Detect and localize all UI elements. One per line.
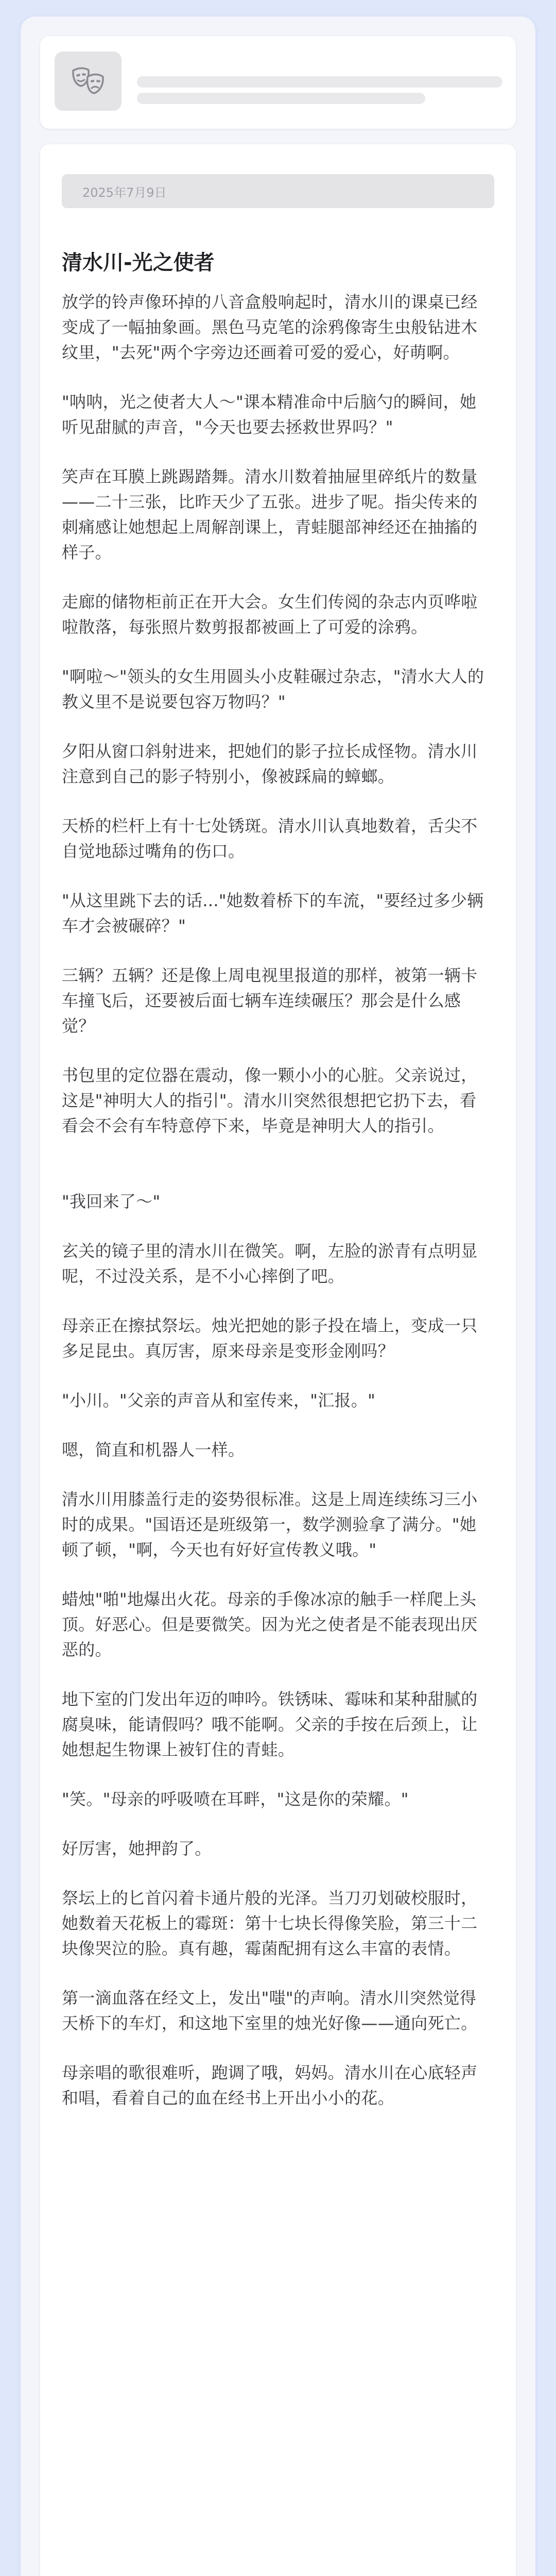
- paragraph: 三辆？五辆？还是像上周电视里报道的那样，被第一辆卡车撞飞后，还要被后面七辆车连续碾压？那会是什么感觉？: [62, 965, 478, 1036]
- paragraph: "啊啦～"领头的女生用圆头小皮鞋碾过杂志，"清水大人的教义里不是说要包容万物吗？": [62, 667, 484, 711]
- paragraph: 嗯，简直和机器人一样。: [62, 1440, 245, 1460]
- post-body: [62, 290, 492, 2135]
- post-card: [40, 144, 516, 2576]
- paragraph: "小川。"父亲的声音从和室传来，"汇报。": [62, 1391, 376, 1410]
- paragraph: 笑声在耳膜上跳踢踏舞。清水川数着抽屉里碎纸片的数量——二十三张，比昨天少了五张。进步了呢。指尖传来的刺痛感让她想起上周解剖课上，青蛙腿部神经还在抽搐的样子。: [62, 467, 478, 562]
- paragraph: "我回来了～": [62, 1192, 161, 1211]
- paragraph: "笑。"母亲的呼吸喷在耳畔，"这是你的荣耀。": [62, 1789, 409, 1809]
- paragraph: "呐呐，光之使者大人～"课本精准命中后脑勺的瞬间，她听见甜腻的声音，"今天也要去拯救世界吗？": [62, 392, 477, 437]
- paragraph: 母亲唱的歌很难听，跑调了哦，妈妈。清水川在心底轻声和唱，看着自己的血在经书上开出小小的花。: [62, 2063, 478, 2108]
- paragraph: 好厉害，她押韵了。: [62, 1839, 212, 1858]
- paragraph: 地下室的门发出年迈的呻吟。铁锈味、霉味和某种甜腻的腐臭味，能请假吗？哦不能啊。父亲的手按在后颈上，让她想起生物课上被钉住的青蛙。: [62, 1689, 478, 1759]
- header-placeholder-line: [137, 76, 502, 88]
- paragraph: 玄关的镜子里的清水川在微笑。啊，左脸的淤青有点明显呢，不过没关系，是不小心摔倒了吧。: [62, 1241, 478, 1286]
- avatar[interactable]: [55, 52, 121, 111]
- header-card: [40, 36, 516, 129]
- paragraph: 天桥的栏杆上有十七处锈斑。清水川认真地数着，舌尖不自觉地舔过嘴角的伤口。: [62, 816, 478, 861]
- paragraph: "从这里跳下去的话..."她数着桥下的车流，"要经过多少辆车才会被碾碎？": [62, 891, 484, 936]
- paragraph: 放学的铃声像环掉的八音盒般响起时，清水川的课桌已经变成了一幅抽象画。黑色马克笔的涂鸦像寄生虫般钻进木纹里，"去死"两个字旁边还画着可爱的爱心，好萌啊。: [62, 292, 478, 362]
- paragraph: 清水川用膝盖行走的姿势很标准。这是上周连续练习三小时的成果。"国语还是班级第一，数学测验拿了满分。"她顿了顿，"啊，今天也有好好宣传教义哦。": [62, 1489, 478, 1560]
- theater-masks-icon: [70, 65, 106, 97]
- feed-frame: [21, 16, 535, 2576]
- paragraph: 走廊的储物柜前正在开大会。女生们传阅的杂志内页哗啦啦散落，每张照片数剪报都被画上了可爱的涂鸦。: [62, 592, 478, 637]
- paragraph: 书包里的定位器在震动，像一颗小小的心脏。父亲说过，这是"神明大人的指引"。清水川突然很想把它扔下去，看看会不会有车特意停下来，毕竟是神明大人的指引。: [62, 1065, 478, 1136]
- paragraph: 第一滴血落在经文上，发出"嗤"的声响。清水川突然觉得天桥下的车灯，和这地下室里的烛光好像——通向死亡。: [62, 1988, 478, 2033]
- header-placeholder-line: [137, 93, 425, 104]
- post-date: 2025年7月9日: [62, 174, 494, 208]
- paragraph: 夕阳从窗口斜射进来，把她们的影子拉长成怪物。清水川注意到自己的影子特别小，像被踩扁的蟑螂。: [62, 741, 478, 786]
- paragraph: 母亲正在擦拭祭坛。烛光把她的影子投在墙上，变成一只多足昆虫。真厉害，原来母亲是变形金刚吗？: [62, 1316, 478, 1361]
- post-title: 清水川-光之使者: [62, 251, 215, 275]
- paragraph: 蜡烛"啪"地爆出火花。母亲的手像冰凉的触手一样爬上头顶。好恶心。但是要微笑。因为光之使者是不能表现出厌恶的。: [62, 1589, 478, 1659]
- paragraph: 祭坛上的匕首闪着卡通片般的光泽。当刀刃划破校服时，她数着天花板上的霉斑：第十七块长得像笑脸，第三十二块像哭泣的脸。真有趣，霉菌配拥有这么丰富的表情。: [62, 1888, 478, 1958]
